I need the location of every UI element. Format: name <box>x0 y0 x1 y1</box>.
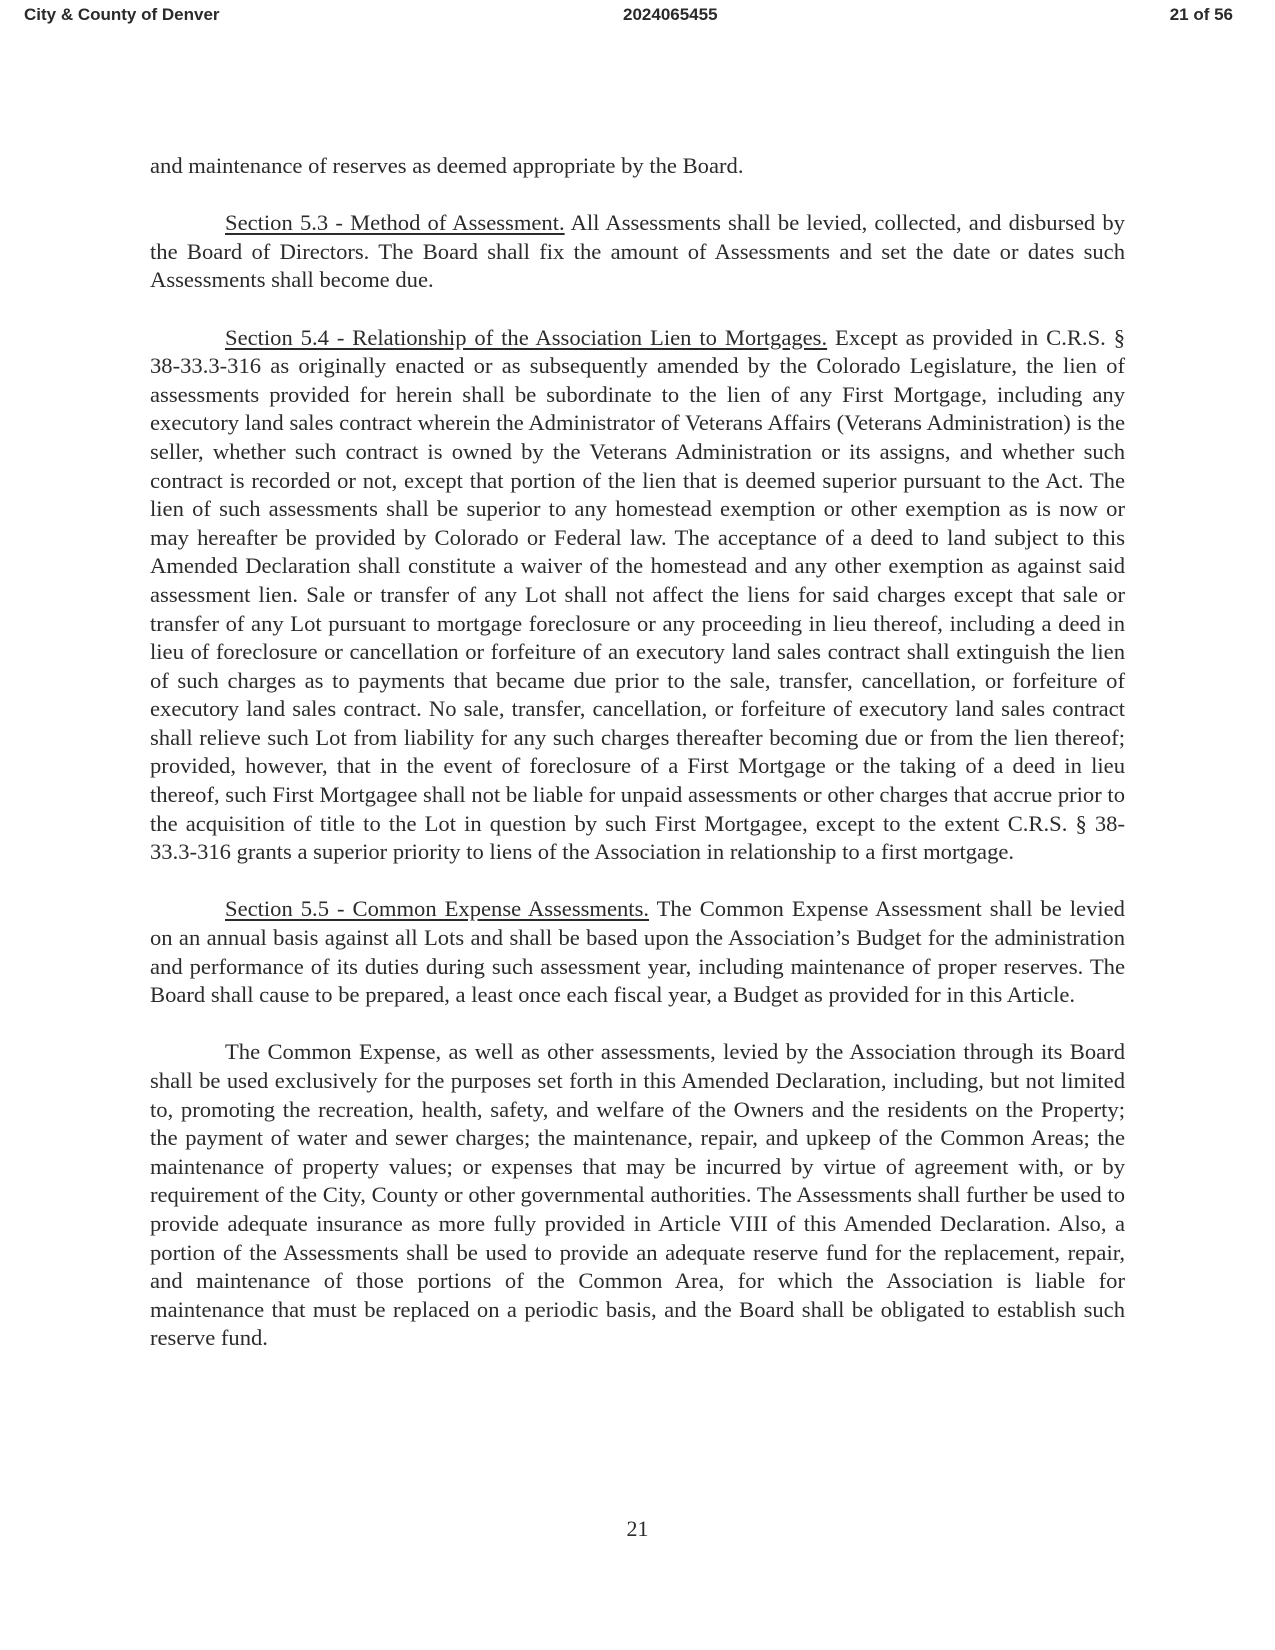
document-body <box>150 152 1125 1382</box>
section-5-3-text: All Assessments shall be levied, collected, and disbursed by the Board of Directors. The Board shall fix the amount of Assessments and set the date or dates such Assessments shall become due. <box>150 210 1125 293</box>
section-5-4-heading: Section 5.4 - Relationship of the Association Lien to Mortgages. <box>225 324 828 350</box>
section-5-5-heading: Section 5.5 - Common Expense Assessments. <box>225 896 650 922</box>
page-header <box>0 0 1275 30</box>
paragraph-common-expense: The Common Expense, as well as other assessments, levied by the Association through its Board shall be used exclusively for the purposes set forth in this Amended Declaration, including, but not limited to, promoting the recreation, health, safety, and welfare of the Owners and the residents on the Property; the payment of water and sewer charges; the maintenance, repair, and upkeep of the Common Areas; the maintenance of property values; or expenses that may be incurred by virtue of agreement with, or by requirement of the City, County or other governmental authorities. The Assessments shall further be used to provide adequate insurance as more fully provided in Article VIII of this Amended Declaration. Also, a portion of the Assessments shall be used to provide an adequate reserve fund for the replacement, repair, and maintenance of those portions of the Common Area, for which the Association is liable for maintenance that must be replaced on a periodic basis, and the Board shall be obligated to establish such reserve fund. <box>150 1039 1125 1351</box>
section-5-5 <box>150 895 1125 1009</box>
page-count: 21 of 56 <box>1169 5 1233 24</box>
reception-number: 2024065455 <box>623 5 718 24</box>
section-5-3-heading: Section 5.3 - Method of Assessment. <box>225 210 565 236</box>
recorder-name: City & County of Denver <box>24 5 220 24</box>
section-5-3 <box>150 209 1125 295</box>
section-5-4 <box>150 324 1125 867</box>
section-5-4-text: Except as provided in C.R.S. § 38-33.3-316 as originally enacted or as subsequently amended by the Colorado Legislature, the lien of assessments provided for herein shall be subordinate to the lien of any First Mortgage, including any executory land sales contract wherein the Administrator of Veterans Affairs (Veterans Administration) is the seller, whether such contract is owned by the Veterans Administration or its assigns, and whether such contract is recorded or not, except that portion of the lien that is deemed superior pursuant to the Act. The lien of such assessments shall be superior to any homestead exemption or other exemption as is now or may hereafter be provided by Colorado or Federal law. The acceptance of a deed to land subject to this Amended Declaration shall constitute a waiver of the homestead and any other exemption as against said assessment lien. Sale or transfer of any Lot shall not affect the liens for said charges except that sale or transfer of any Lot pursuant to mortgage foreclosure or any proceeding in lieu thereof, including a deed in lieu of foreclosure or cancellation or forfeiture of an executory land sales contract shall extinguish the lien of such charges as to payments that became due prior to the sale, transfer, cancellation, or forfeiture of executory land sales contract. No sale, transfer, cancellation, or forfeiture of executory land sales contract shall relieve such Lot from liability for any such charges thereafter becoming due or from the lien thereof; provided, however, that in the event of foreclosure of a First Mortgage or the taking of a deed in lieu thereof, such First Mortgagee shall not be liable for unpaid assessments or other charges that accrue prior to the acquisition of title to the Lot in question by such First Mortgagee, except to the extent C.R.S. § 38-33.3-316 grants a superior priority to liens of the Association in relationship to a first mortgage. <box>150 324 1126 865</box>
section-5-5-text: The Common Expense Assessment shall be levied on an annual basis against all Lots and shall be based upon the Association’s Budget for the administration and performance of its duties during such assessment year, including maintenance of proper reserves. The Board shall cause to be prepared, a least once each fiscal year, a Budget as provided for in this Article. <box>150 896 1125 1008</box>
page-number: 21 <box>626 1516 649 1541</box>
paragraph-reserves-continuation: and maintenance of reserves as deemed appropriate by the Board. <box>150 153 744 178</box>
